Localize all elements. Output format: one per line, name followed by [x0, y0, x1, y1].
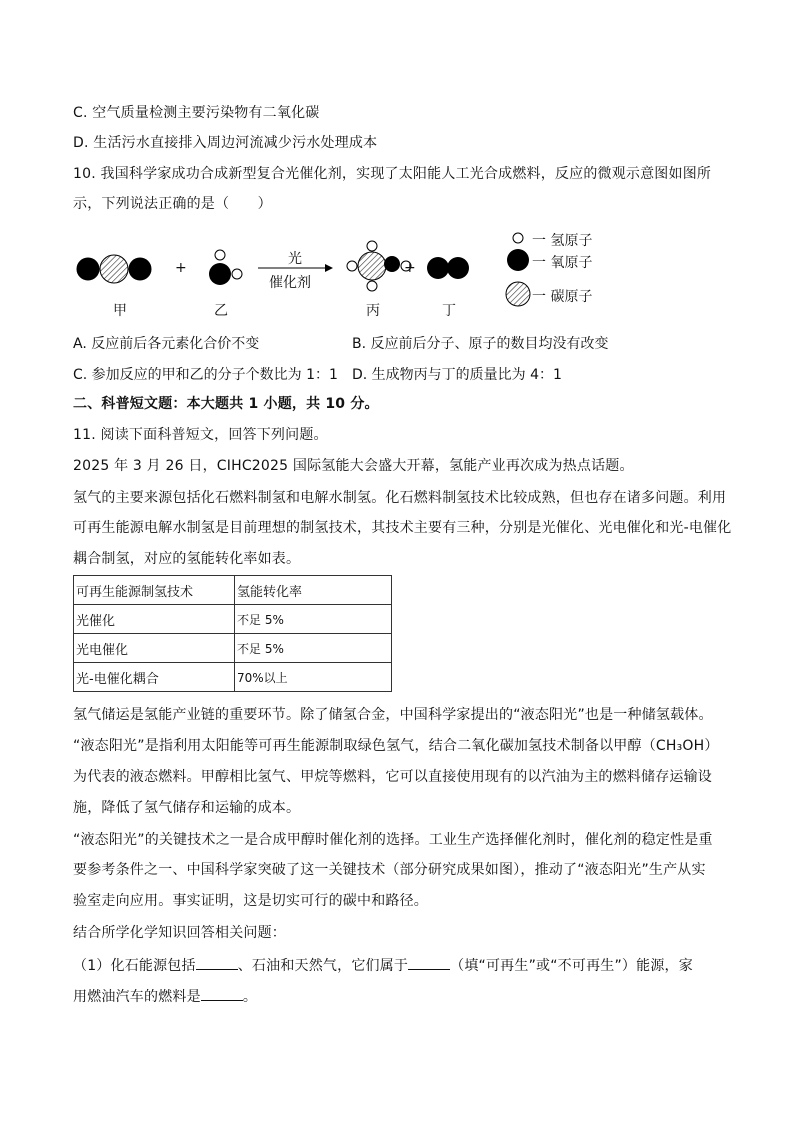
table-cell: 光电催化 [74, 634, 235, 663]
label-ding: 丁 [442, 303, 456, 319]
paragraph-3-line-3: 为代表的液态燃料。甲醇相比氢气、甲烷等燃料，它可以直接使用现有的以汽油为主的燃料储存运输设 [73, 769, 712, 785]
choice-c: C. 参加反应的甲和乙的分子个数比为 1：1 [73, 367, 338, 383]
molecule-ding [427, 257, 469, 279]
paragraph-1: 2025 年 3 月 26 日，CIHC2025 国际氢能大会盛大开幕，氢能产业再次成为热点话题。 [73, 458, 634, 474]
molecule-bing [347, 241, 411, 291]
paragraph-2-line-2: 可再生能源电解水制氢是目前理想的制氢技术，其技术主要有三种，分别是光催化、光电催化和光-电催化 [73, 520, 732, 536]
q1-text-part-3: （填“可再生”或“不可再生”）能源，家 [450, 958, 693, 974]
plus-sign-1: + [175, 260, 187, 276]
label-jia: 甲 [113, 303, 127, 319]
option-d-q9: D. 生活污水直接排入周边河流减少污水处理成本 [73, 135, 378, 151]
table-cell: 光-电催化耦合 [74, 663, 235, 692]
label-bing: 丙 [366, 303, 380, 319]
legend-hydrogen: 一 氢原子 [532, 233, 593, 249]
paragraph-4-line-1: “液态阳光”的关键技术之一是合成甲醇时催化剂的选择。工业生产选择催化剂时，催化剂的稳定性是重 [73, 832, 713, 848]
molecule-yi [209, 250, 242, 285]
question-11: 11. 阅读下面科普短文，回答下列问题。 [73, 427, 328, 443]
label-yi: 乙 [214, 303, 228, 319]
table-row [74, 605, 392, 634]
table-header-row [74, 576, 392, 605]
arrow-condition-catalyst: 催化剂 [269, 275, 311, 291]
reaction-diagram [70, 222, 630, 326]
plus-sign-2: + [404, 260, 416, 276]
paragraph-2-line-3: 耦合制氢，对应的氢能转化率如表。 [73, 551, 301, 567]
table-cell: 不足 5% [235, 634, 392, 663]
legend-carbon: 一 碳原子 [532, 289, 593, 305]
answer-blank-1[interactable] [196, 955, 238, 970]
table-cell: 不足 5% [235, 605, 392, 634]
paragraph-3-line-4: 施，降低了氢气储存和运输的成本。 [73, 800, 301, 816]
paragraph-2-line-1: 氢气的主要来源包括化石燃料制氢和电解水制氢。化石燃料制氢技术比较成熟，但也存在诸多问题。利用 [73, 490, 727, 506]
paragraph-4-line-2: 要参考条件之一、中国科学家突破了这一关键技术（部分研究成果如图），推动了“液态阳光”生产从实 [73, 862, 706, 878]
question-10-line-1: 10. 我国科学家成功合成新型复合光催化剂，实现了太阳能人工光合成燃料，反应的微观示意图如图所 [73, 166, 712, 182]
question-1-line-2 [73, 986, 257, 1006]
table-cell: 70%以上 [235, 663, 392, 692]
q1-text-part-2: 、石油和天然气，它们属于 [237, 958, 409, 974]
choice-b: B. 反应前后分子、原子的数目均没有改变 [352, 336, 609, 352]
choice-d: D. 生成物丙与丁的质量比为 4：1 [352, 367, 562, 383]
table-row [74, 663, 392, 692]
answer-blank-2[interactable] [408, 955, 450, 970]
paragraph-4-line-3: 验室走向应用。事实证明，这是切实可行的碳中和路径。 [73, 893, 428, 909]
paragraph-3-line-1: 氢气储运是氢能产业链的重要环节。除了储氢合金，中国科学家提出的“液态阳光”也是一种储氢载体。 [73, 707, 713, 723]
answer-blank-3[interactable] [201, 986, 243, 1001]
legend [506, 233, 530, 306]
paragraph-5: 结合所学化学知识回答相关问题： [73, 925, 286, 941]
arrow-condition-light: 光 [288, 251, 302, 267]
question-10-line-2: 示，下列说法正确的是（ ） [73, 196, 272, 212]
table-row [74, 634, 392, 663]
molecule-jia [77, 255, 151, 283]
table-header-cell: 氢能转化率 [235, 576, 392, 605]
question-1-line-1 [73, 955, 693, 975]
legend-oxygen: 一 氧原子 [532, 255, 593, 271]
q1-text-part-5: 。 [242, 989, 258, 1005]
section-heading-2: 二、科普短文题：本大题共 1 小题，共 10 分。 [73, 396, 379, 412]
table-cell: 光催化 [74, 605, 235, 634]
table-header-cell: 可再生能源制氢技术 [74, 576, 235, 605]
choice-a: A. 反应前后各元素化合价不变 [73, 336, 260, 352]
q1-text-part-1: （1）化石能源包括 [73, 958, 196, 974]
q1-text-part-4: 用燃油汽车的燃料是 [73, 989, 201, 1005]
hydrogen-conversion-table [73, 575, 392, 692]
option-c-q9: C. 空气质量检测主要污染物有二氧化碳 [73, 105, 320, 121]
paragraph-3-line-2: “液态阳光”是指利用太阳能等可再生能源制取绿色氢气，结合二氧化碳加氢技术制备以甲醇（CH₃OH） [73, 738, 719, 754]
